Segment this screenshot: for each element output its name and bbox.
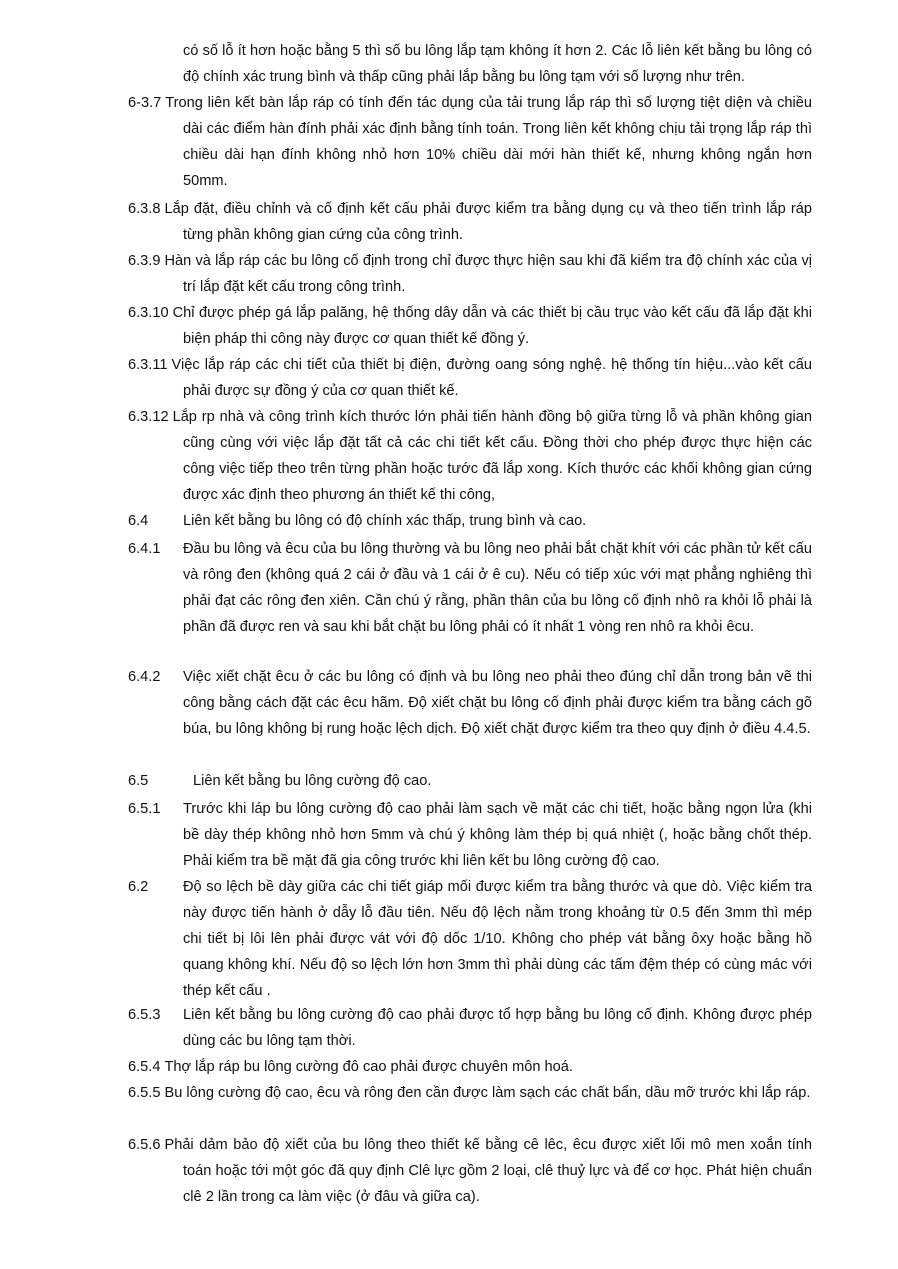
paragraph-6-3-10 xyxy=(128,300,812,352)
paragraph-text: Đầu bu lông và êcu của bu lông thường và bu lông neo phải bắt chặt khít với các phần tử kết cấu và rông đen (không quá 2 cái ở đầu và 1 cái ở ê cu). Nếu có tiếp xúc với mạt phẳng nghiêng thì phải đạt các rông đen xiên. Cần chú ý rằng, phần thân của bu lông cố định nhô ra khỏi lỗ phải là phần đã được ren và sau khi bắt chặt bu lông phải có ít nhất 1 vòng ren nhô ra khỏi êcu. xyxy=(183,541,812,635)
paragraph-continuation xyxy=(183,38,812,90)
paragraph-6-3-11 xyxy=(128,352,812,404)
paragraph-6-3-9 xyxy=(128,248,812,300)
paragraph-text: Lắp đặt, điều chỉnh và cố định kết cấu phải được kiểm tra bằng dụng cụ và theo tiến trình lắp ráp từng phần không gian cứng của công trình. xyxy=(164,201,812,243)
paragraph-number: 6.3.8 xyxy=(128,201,161,217)
paragraph-text: Độ so lệch bề dày giữa các chi tiết giáp mối được kiểm tra bằng thước và que dò. Việc kiểm tra này được tiến hành ở dẫy lỗ đầu tiên. Nếu độ lệch nằm trong khoảng từ 0.5 đến 3mm thì mép chi tiết bị lôi lên phải được vát với độ dốc 1/10. Không cho phép vát bằng ôxy hoặc bằng hồ quang không khí. Nếu độ so lệch lớn hơn 3mm thì phải dùng các tấm đệm thép có cùng mác với thép kết cấu . xyxy=(183,879,812,999)
paragraph-text: Liên kết bằng bu lông cường độ cao. xyxy=(193,773,432,789)
paragraph-6-5-1 xyxy=(128,796,812,874)
paragraph-text: Liên kết bằng bu lông cường độ cao phải được tổ hợp bằng bu lông cố định. Không được phép dùng các bu lông tạm thời. xyxy=(183,1007,812,1049)
paragraph-6-5-5 xyxy=(128,1080,812,1106)
paragraph-number: 6-3.7 xyxy=(128,95,162,111)
section-heading-6-4 xyxy=(128,508,812,534)
paragraph-text: Hàn và lắp ráp các bu lông cố định trong chỉ được thực hiện sau khi đã kiểm tra độ chính xác của vị trí lắp đặt kết cấu trong công trình. xyxy=(164,253,812,295)
paragraph-number: 6.5.1 xyxy=(128,801,161,817)
paragraph-text: Việc lắp ráp các chi tiết của thiết bị điện, đường oang sóng nghệ. hệ thống tín hiệu...vào kết cấu phải được sự đồng ý của cơ quan thiết kế. xyxy=(171,357,812,399)
paragraph-number: 6.3.9 xyxy=(128,253,161,269)
paragraph-text: Bu lông cường độ cao, êcu và rông đen cần được làm sạch các chất bẩn, dầu mỡ trước khi lắp ráp. xyxy=(164,1085,811,1101)
paragraph-6-4-2 xyxy=(128,664,812,742)
paragraph-6-5-3 xyxy=(128,1002,812,1054)
paragraph-6-3-7 xyxy=(128,90,812,194)
paragraph-number: 6.5.3 xyxy=(128,1007,161,1023)
paragraph-number: 6.2 xyxy=(128,879,149,895)
paragraph-6-3-12 xyxy=(128,404,812,508)
paragraph-6-3-8 xyxy=(128,196,812,248)
paragraph-number: 6.5.6 xyxy=(128,1137,161,1153)
paragraph-6-5-4 xyxy=(128,1054,812,1080)
paragraph-text: Lắp rp nhà và công trình kích thước lớn phải tiến hành đồng bộ giữa từng lỗ và phần không gian cũng cùng với việc lắp đặt tất cả các chi tiết kết cấu. Đồng thời cho phép được thực hiện các công việc tiếp theo trên từng phần hoặc tước đã lắp xong. Kích thước các khối không gian cứng được xác định theo phương án thiết kế thi công, xyxy=(172,409,812,503)
paragraph-text: Việc xiết chặt êcu ở các bu lông có định và bu lông neo phải theo đúng chỉ dẫn trong bản vẽ thi công bằng cách đặt các êcu hãm. Độ xiết chặt bu lông cố định phải được kiểm tra bằng cách gõ búa, bu lông không bị rung hoặc lệch dịch. Độ xiết chặt được kiểm tra theo quy định ở điều 4.4.5. xyxy=(183,669,812,737)
paragraph-number: 6.5.5 xyxy=(128,1085,161,1101)
section-heading-6-5 xyxy=(128,768,812,794)
paragraph-6-4-1 xyxy=(128,536,812,640)
paragraph-text: Phải dảm bảo độ xiết của bu lông theo thiết kế bằng cê lêc, êcu được xiết lối mô men xoắn tính toán hoặc tới một góc đã quy định Clê lực gồm 2 loại, clê thuỷ lực và để cơ học. Phát hiện chuẩn clê 2 lần trong ca làm việc (ở đâu và giữa ca). xyxy=(164,1137,812,1205)
paragraph-number: 6.3.11 xyxy=(128,357,168,373)
paragraph-text: Liên kết bằng bu lông có độ chính xác thấp, trung bình và cao. xyxy=(183,513,587,529)
paragraph-6-5-6 xyxy=(128,1132,812,1210)
paragraph-number: 6.4.2 xyxy=(128,669,161,685)
paragraph-number: 6.4 xyxy=(128,513,149,529)
paragraph-number: 6.5.4 xyxy=(128,1059,161,1075)
paragraph-6-2 xyxy=(128,874,812,1004)
paragraph-text: Trước khi láp bu lông cường độ cao phải làm sạch về mặt các chi tiết, hoặc bằng ngọn lửa (khi bề dày thép không nhỏ hơn 5mm và chú ý không làm thép bị quá nhiệt (, hoặc bằng chốt thép. Phải kiểm tra bề mặt đã gia công trước khi liên kết bu lông cường độ cao. xyxy=(183,801,812,869)
paragraph-number: 6.3.12 xyxy=(128,409,169,425)
paragraph-text: Thợ lắp ráp bu lông cường đô cao phải được chuyên môn hoá. xyxy=(164,1059,573,1075)
paragraph-number: 6.3.10 xyxy=(128,305,169,321)
paragraph-text: Chỉ được phép gá lắp palăng, hệ thống dây dẫn và các thiết bị cầu trục vào kết cấu đã lắp đặt khi biện pháp thi công này được cơ quan thiết kế đồng ý. xyxy=(172,305,812,347)
paragraph-text: có số lỗ ít hơn hoặc bằng 5 thì số bu lông lắp tạm không ít hơn 2. Các lỗ liên kết bằng bu lông có độ chính xác trung bình và thấp cũng phải lắp bằng bu lông tạm với số lượng như trên. xyxy=(183,43,812,85)
paragraph-number: 6.4.1 xyxy=(128,541,161,557)
paragraph-text: Trong liên kết bàn lắp ráp có tính đến tác dụng của tải trung lắp ráp thì số lượng tiệt diện và chiều dài các điểm hàn đính phải xác định bằng tính toán. Trong liên kết không chịu tải trọng lắp ráp thì chiều dài hạn đính không nhỏ hơn 10% chiều dài mới hàn thiết kế, nhưng không ngắn hơn 50mm. xyxy=(165,95,812,189)
paragraph-number: 6.5 xyxy=(128,773,149,789)
